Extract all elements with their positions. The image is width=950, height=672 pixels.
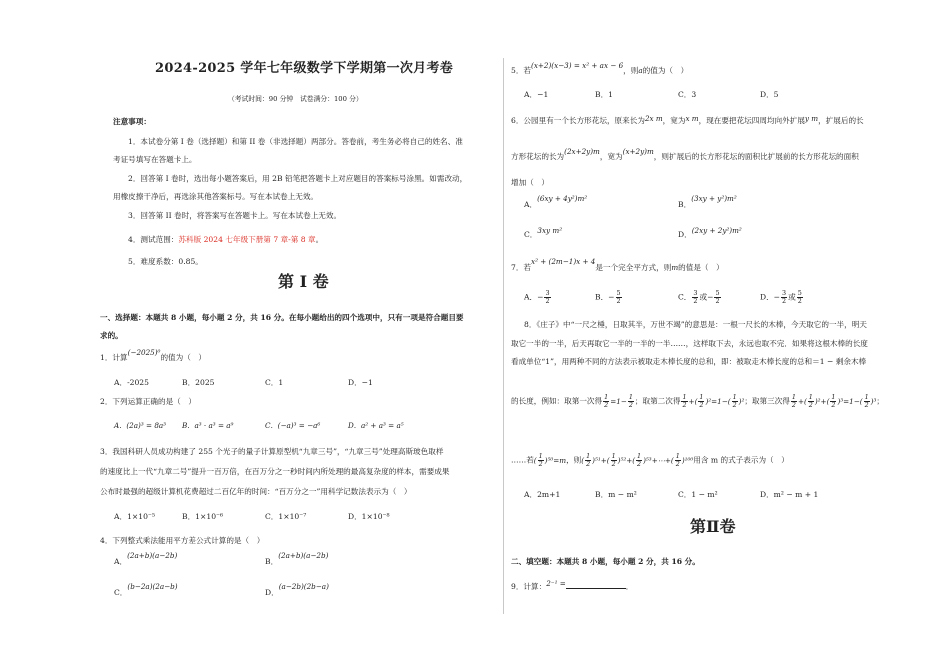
- q2-option-b: B．a³ · a³ = a⁹: [182, 421, 234, 430]
- q6-option-a: A．(6xy + 4y²)m²: [524, 194, 588, 209]
- note-1a: 1．本试卷分第 I 卷（选择题）和第 II 卷（非选择题）两部分。答卷前，考生务必将自己的姓名、准: [128, 137, 463, 146]
- question-7-stem: 7．若x² + (2m−1)x + 4是一个完全平方式，则m的值是（ ）: [511, 257, 724, 272]
- question-8-line-2: 取它一半的一半，后天再取它一半的一半的一半……，这样取下去，永远也取不完．如果将这根木棒的长度: [511, 339, 868, 348]
- question-8-line-3: 看成单位“1”，用两种不同的方法表示被取走木棒长度的总和，即：被取走木棒长度的总和＝1 − 剩余木棒: [511, 357, 867, 366]
- column-divider: [503, 58, 504, 614]
- q8-option-b: B．m − m²: [595, 490, 637, 499]
- q4-option-a: A．(2a+b)(a−2b): [114, 551, 178, 566]
- test-range: 苏科版 2024 七年级下册第 7 章-第 8 章: [178, 235, 316, 244]
- exam-subtitle: （考试时间：90 分钟 试卷满分：100 分）: [228, 95, 363, 103]
- question-9-stem: 9．计算：2⁻¹ = ．: [511, 579, 634, 591]
- question-3-line-1: 3．我国科研人员成功构建了 255 个光子的量子计算原型机“九章三号”，“九章三号”处理高斯玻色取样: [100, 447, 444, 456]
- question-3-line-2: 的速度比上一代“九章二号”提升一百万倍，在百万分之一秒时间内所处理的最高复杂度的样本，需要成果: [100, 467, 450, 476]
- q1-option-a: A．-2025: [114, 378, 149, 387]
- q7-option-a: A．− $\frac{3}{2}$: [524, 289, 550, 305]
- q4-option-b: B．(2a+b)(a−2b): [265, 551, 329, 566]
- q8-option-a: A．2m+1: [524, 490, 561, 499]
- q4-option-c: C．(b−2a)(2a−b): [114, 582, 178, 597]
- question-8-line-1: 8．《庄子》中“一尺之棰，日取其半，万世不竭”的意思是：一根一尺长的木棒，今天取它的一半，明天: [524, 320, 867, 329]
- q3-option-a: A．1×10⁻⁵: [114, 512, 155, 521]
- section-2-instructions: 二、填空题：本题共 8 小题，每小题 2 分，共 16 分。: [511, 557, 700, 566]
- q1-option-c: C．1: [265, 378, 284, 387]
- q7-option-c: C． $\frac{3}{2}$ 或− $\frac{5}{2}$: [678, 289, 720, 305]
- q2-option-a: A．(2a)³ = 8a³: [114, 421, 167, 430]
- note-3: 3．回答第 II 卷时，将答案写在答题卡上。写在本试卷上无效。: [128, 211, 342, 220]
- q2-option-c: C．(−a)³ = −a⁶: [265, 421, 321, 430]
- section-1-instructions: 一、选择题：本题共 8 小题，每小题 2 分，共 16 分。在每小题给出的四个选项中，只有一项是符合题目要: [100, 313, 464, 322]
- q5-option-d: D．5: [760, 90, 779, 99]
- question-6-line-3: 增加（ ）: [511, 178, 549, 187]
- note-1b: 考证号填写在答题卡上。: [113, 155, 197, 164]
- question-1-stem: 1．计算(−2025)⁰的值为（ ）: [100, 348, 206, 362]
- question-2-stem: 2．下列运算正确的是（ ）: [100, 397, 196, 406]
- question-8-line-4: 的长度，例如：取第一次得 $\frac{1}{2}$ =1− $\frac{1}{2}$ ；取第二次得 $\frac{1}{2}$ +( $\frac{1}{2}$ )²=1−( $\frac{1}{2}$ )²；取第三次得 $\frac{1}{2}$ +( $\frac{1}{2}$ )²+( $\frac{1}{2}$ )³=1−( $\frac{1}{2}$ )³；: [511, 393, 884, 409]
- q1-option-d: D．−1: [348, 378, 373, 387]
- question-6-line-1: 6．公园里有一个长方形花坛，原来长为2x m，宽为x m，现在要把花坛四周均向外扩展y m，扩展后的长: [511, 114, 864, 125]
- q7-option-d: D．− $\frac{3}{2}$ 或 $\frac{5}{2}$: [760, 289, 802, 305]
- q6-option-d: D．(2xy + 2y²)m²: [678, 226, 742, 239]
- q7-option-b: B．− $\frac{5}{2}$: [595, 289, 621, 305]
- q5-option-a: A．−1: [524, 90, 549, 99]
- volume-2-heading: 第Ⅱ卷: [690, 517, 736, 536]
- q4-option-d: D．(a−2b)(2b−a): [265, 582, 329, 597]
- volume-1-heading: 第 I 卷: [278, 272, 329, 291]
- q3-option-d: D．1×10⁻⁸: [348, 512, 390, 521]
- q3-option-c: C．1×10⁻⁷: [265, 512, 307, 521]
- q5-option-c: C．3: [678, 90, 697, 99]
- note-4: 4．测试范围：苏科版 2024 七年级下册第 7 章-第 8 章。: [128, 235, 324, 244]
- q3-option-b: B．1×10⁻⁶: [182, 512, 224, 521]
- q2-option-d: D．a² + a³ = a⁵: [348, 421, 404, 430]
- q6-option-c: C．3xy m²: [524, 226, 563, 239]
- question-3-line-3: 公布时最强的超级计算机花费超过二百亿年的时间：“百万分之一”用科学记数法表示为（ ）: [100, 487, 412, 496]
- answer-blank[interactable]: [566, 581, 626, 589]
- notes-heading: 注意事项：: [113, 117, 151, 126]
- question-4-stem: 4．下列整式乘法能用平方差公式计算的是（ ）: [100, 536, 265, 545]
- question-8-line-5: ……若( $\frac{1}{2}$ )⁵⁰=m，则( $\frac{1}{2}$ )⁵¹+( $\frac{1}{2}$ )⁵²+( $\frac{1}{2}$ )⁵³+⋯+( $\frac{1}{2}$ )¹⁰⁰用含 m 的式子表示为（ ）: [511, 452, 789, 468]
- exam-title: 2024-2025 学年七年级数学下学期第一次月考卷: [155, 61, 454, 76]
- question-5-stem: 5．若(x+2)(x−3) = x² + ax − 6，则a的值为（ ）: [511, 61, 689, 75]
- note-5: 5．难度系数：0.85。: [128, 257, 203, 266]
- section-1-instructions-cont: 求的。: [100, 331, 123, 340]
- q6-option-b: B．(3xy + y²)m²: [678, 194, 737, 209]
- q8-option-d: D．m² − m + 1: [760, 490, 819, 499]
- q5-option-b: B．1: [595, 90, 614, 99]
- question-6-line-2: 方形花坛的长为(2x+2y)m，宽为(x+2y)m，则扩展后的长方形花坛的面积比扩展前的长方形花坛的面积: [511, 147, 859, 161]
- note-2a: 2．回答第 I 卷时，选出每小题答案后，用 2B 铅笔把答题卡上对应题目的答案标号涂黑。如需改动，: [128, 174, 468, 183]
- q8-option-c: C．1 − m²: [678, 490, 718, 499]
- q1-option-b: B．2025: [182, 378, 215, 387]
- note-2b: 用橡皮擦干净后，再选涂其他答案标号。写在本试卷上无效。: [113, 192, 319, 201]
